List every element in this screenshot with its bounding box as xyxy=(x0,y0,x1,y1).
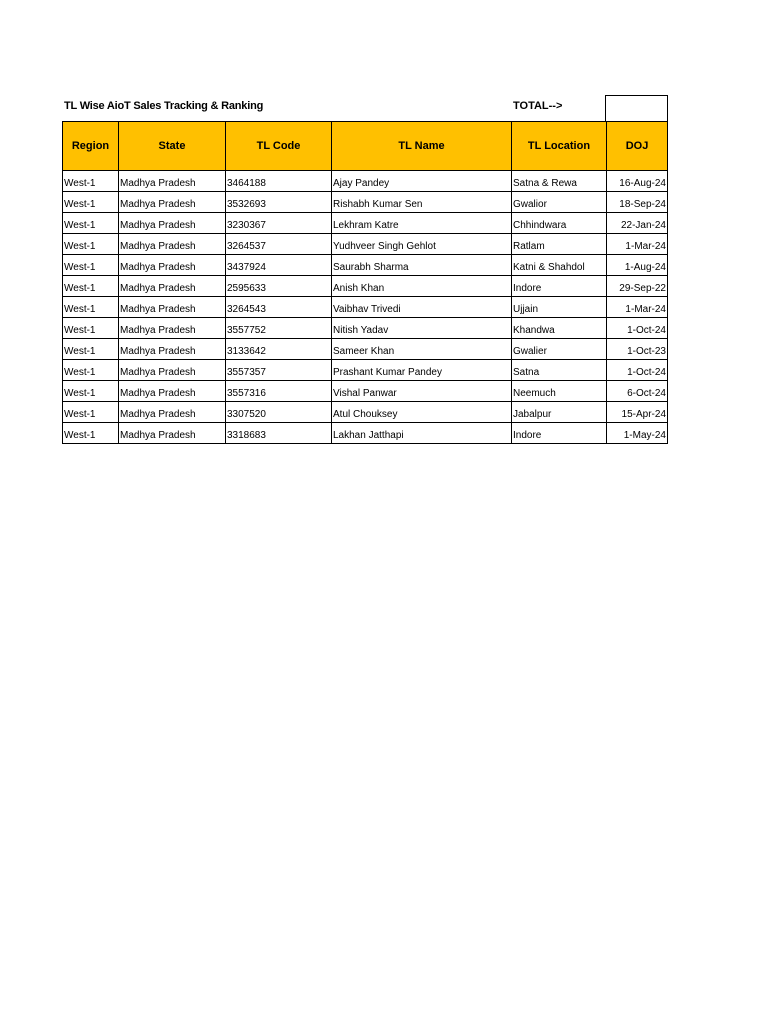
tl-location-cell[interactable]: Satna xyxy=(512,360,607,381)
column-header-state[interactable]: State xyxy=(119,122,226,171)
doj-cell[interactable]: 1-Mar-24 xyxy=(607,297,668,318)
tl-code-cell[interactable]: 3264543 xyxy=(226,297,332,318)
tl-code-cell[interactable]: 3557752 xyxy=(226,318,332,339)
region-cell[interactable]: West-1 xyxy=(63,213,119,234)
tl-location-cell[interactable]: Gwalior xyxy=(512,192,607,213)
tl-name-cell[interactable]: Lakhan Jatthapi xyxy=(332,423,512,444)
table-row xyxy=(63,213,668,234)
tl-code-cell[interactable]: 3437924 xyxy=(226,255,332,276)
table-row xyxy=(63,318,668,339)
doj-cell[interactable]: 16-Aug-24 xyxy=(607,171,668,192)
column-header-doj[interactable]: DOJ xyxy=(607,122,668,171)
sheet-title: TL Wise AioT Sales Tracking & Ranking xyxy=(64,100,264,112)
tl-location-cell[interactable]: Satna & Rewa xyxy=(512,171,607,192)
column-header-tl-location[interactable]: TL Location xyxy=(512,122,607,171)
tl-code-cell[interactable]: 3230367 xyxy=(226,213,332,234)
tl-code-cell[interactable]: 2595633 xyxy=(226,276,332,297)
title-row xyxy=(62,95,668,121)
region-cell[interactable]: West-1 xyxy=(63,381,119,402)
column-header-tl-name[interactable]: TL Name xyxy=(332,122,512,171)
doj-cell[interactable]: 15-Apr-24 xyxy=(607,402,668,423)
doj-cell[interactable]: 1-Oct-23 xyxy=(607,339,668,360)
tl-name-cell[interactable]: Prashant Kumar Pandey xyxy=(332,360,512,381)
table-row xyxy=(63,360,668,381)
doj-cell[interactable]: 29-Sep-22 xyxy=(607,276,668,297)
tl-table xyxy=(62,121,668,444)
state-cell[interactable]: Madhya Pradesh xyxy=(119,360,226,381)
region-cell[interactable]: West-1 xyxy=(63,276,119,297)
state-cell[interactable]: Madhya Pradesh xyxy=(119,276,226,297)
region-cell[interactable]: West-1 xyxy=(63,297,119,318)
state-cell[interactable]: Madhya Pradesh xyxy=(119,171,226,192)
region-cell[interactable]: West-1 xyxy=(63,318,119,339)
region-cell[interactable]: West-1 xyxy=(63,360,119,381)
region-cell[interactable]: West-1 xyxy=(63,423,119,444)
doj-cell[interactable]: 1-May-24 xyxy=(607,423,668,444)
state-cell[interactable]: Madhya Pradesh xyxy=(119,402,226,423)
state-cell[interactable]: Madhya Pradesh xyxy=(119,255,226,276)
table-row xyxy=(63,171,668,192)
state-cell[interactable]: Madhya Pradesh xyxy=(119,423,226,444)
tl-code-cell[interactable]: 3557357 xyxy=(226,360,332,381)
state-cell[interactable]: Madhya Pradesh xyxy=(119,297,226,318)
tl-location-cell[interactable]: Ujjain xyxy=(512,297,607,318)
tl-name-cell[interactable]: Lekhram Katre xyxy=(332,213,512,234)
tl-location-cell[interactable]: Katni & Shahdol xyxy=(512,255,607,276)
column-header-tl-code[interactable]: TL Code xyxy=(226,122,332,171)
tl-name-cell[interactable]: Ajay Pandey xyxy=(332,171,512,192)
tl-code-cell[interactable]: 3532693 xyxy=(226,192,332,213)
tl-location-cell[interactable]: Jabalpur xyxy=(512,402,607,423)
tl-location-cell[interactable]: Gwalier xyxy=(512,339,607,360)
tl-location-cell[interactable]: Neemuch xyxy=(512,381,607,402)
tl-location-cell[interactable]: Khandwa xyxy=(512,318,607,339)
region-cell[interactable]: West-1 xyxy=(63,339,119,360)
doj-cell[interactable]: 1-Aug-24 xyxy=(607,255,668,276)
tl-code-cell[interactable]: 3464188 xyxy=(226,171,332,192)
region-cell[interactable]: West-1 xyxy=(63,402,119,423)
tl-location-cell[interactable]: Indore xyxy=(512,276,607,297)
doj-cell[interactable]: 22-Jan-24 xyxy=(607,213,668,234)
state-cell[interactable]: Madhya Pradesh xyxy=(119,339,226,360)
tl-name-cell[interactable]: Nitish Yadav xyxy=(332,318,512,339)
region-cell[interactable]: West-1 xyxy=(63,171,119,192)
tl-name-cell[interactable]: Anish Khan xyxy=(332,276,512,297)
tl-code-cell[interactable]: 3133642 xyxy=(226,339,332,360)
tl-location-cell[interactable]: Ratlam xyxy=(512,234,607,255)
doj-cell[interactable]: 1-Mar-24 xyxy=(607,234,668,255)
total-label: TOTAL--> xyxy=(513,100,563,112)
table-row xyxy=(63,381,668,402)
tl-code-cell[interactable]: 3557316 xyxy=(226,381,332,402)
doj-cell[interactable]: 6-Oct-24 xyxy=(607,381,668,402)
table-body xyxy=(63,171,668,444)
region-cell[interactable]: West-1 xyxy=(63,234,119,255)
table-row xyxy=(63,255,668,276)
tl-code-cell[interactable]: 3264537 xyxy=(226,234,332,255)
tl-name-cell[interactable]: Vaibhav Trivedi xyxy=(332,297,512,318)
tl-code-cell[interactable]: 3318683 xyxy=(226,423,332,444)
table-row xyxy=(63,234,668,255)
doj-cell[interactable]: 18-Sep-24 xyxy=(607,192,668,213)
tl-location-cell[interactable]: Chhindwara xyxy=(512,213,607,234)
state-cell[interactable]: Madhya Pradesh xyxy=(119,192,226,213)
table-row xyxy=(63,192,668,213)
tl-name-cell[interactable]: Saurabh Sharma xyxy=(332,255,512,276)
table-row xyxy=(63,276,668,297)
state-cell[interactable]: Madhya Pradesh xyxy=(119,234,226,255)
column-header-region[interactable]: Region xyxy=(63,122,119,171)
tl-name-cell[interactable]: Sameer Khan xyxy=(332,339,512,360)
tl-name-cell[interactable]: Vishal Panwar xyxy=(332,381,512,402)
state-cell[interactable]: Madhya Pradesh xyxy=(119,318,226,339)
tl-code-cell[interactable]: 3307520 xyxy=(226,402,332,423)
region-cell[interactable]: West-1 xyxy=(63,192,119,213)
doj-cell[interactable]: 1-Oct-24 xyxy=(607,318,668,339)
spreadsheet xyxy=(62,95,668,444)
tl-name-cell[interactable]: Yudhveer Singh Gehlot xyxy=(332,234,512,255)
state-cell[interactable]: Madhya Pradesh xyxy=(119,213,226,234)
doj-cell[interactable]: 1-Oct-24 xyxy=(607,360,668,381)
tl-name-cell[interactable]: Rishabh Kumar Sen xyxy=(332,192,512,213)
table-row xyxy=(63,297,668,318)
table-row xyxy=(63,339,668,360)
total-value-cell[interactable] xyxy=(605,95,668,121)
region-cell[interactable]: West-1 xyxy=(63,255,119,276)
table-row xyxy=(63,423,668,444)
tl-location-cell[interactable]: Indore xyxy=(512,423,607,444)
header-row xyxy=(63,122,668,171)
tl-name-cell[interactable]: Atul Chouksey xyxy=(332,402,512,423)
state-cell[interactable]: Madhya Pradesh xyxy=(119,381,226,402)
table-row xyxy=(63,402,668,423)
